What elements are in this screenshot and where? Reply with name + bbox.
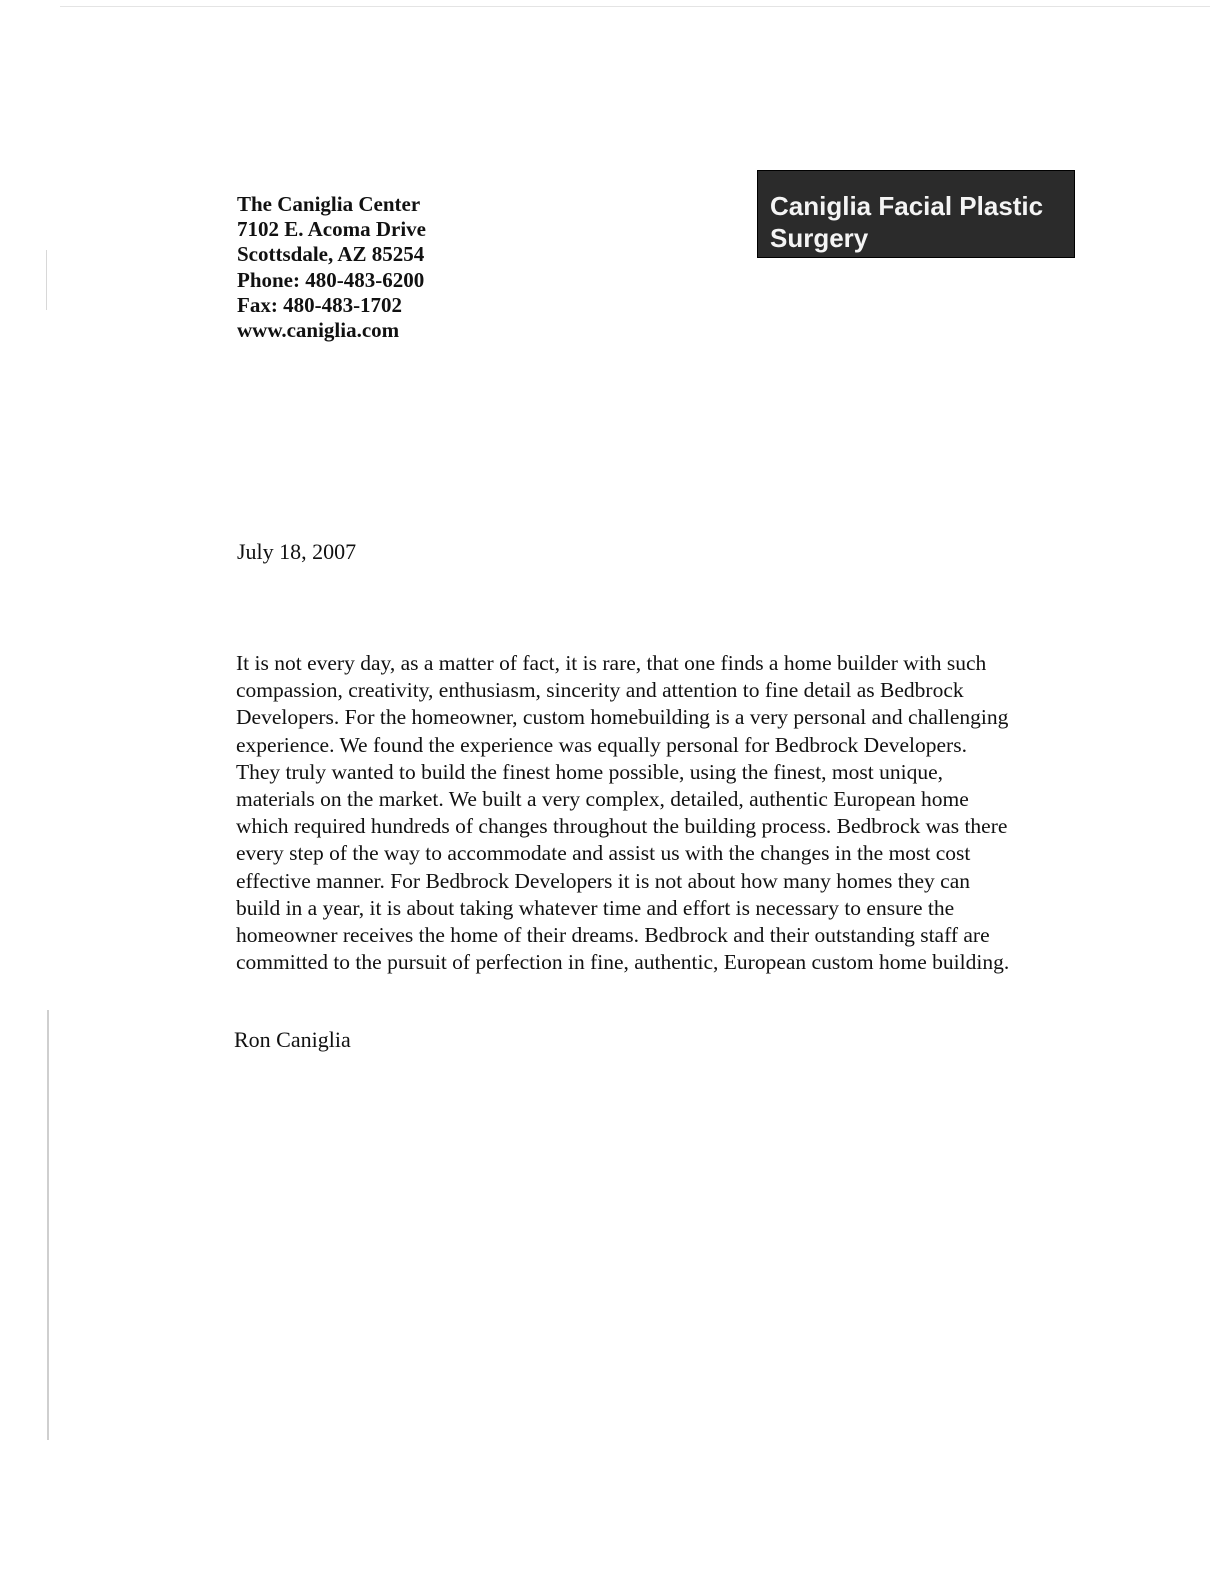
body-line: experience. We found the experience was equally personal for Bedbrock Developers. xyxy=(236,732,967,757)
scan-artifact-top xyxy=(60,6,1210,7)
sender-fax: Fax: 480-483-1702 xyxy=(237,292,403,317)
letterhead-logo xyxy=(757,170,1075,258)
signature-name: Ron Caniglia xyxy=(234,1027,351,1052)
body-line: compassion, creativity, enthusiasm, sincerity and attention to fine detail as Bedbrock xyxy=(236,678,964,703)
scan-artifact-left-lower xyxy=(47,1010,49,1440)
sender-website: www.caniglia.com xyxy=(237,318,400,343)
logo-line-2: Surgery xyxy=(770,223,869,253)
body-line: committed to the pursuit of perfection in fine, authentic, European custom home building. xyxy=(236,950,1010,975)
body-line: effective manner. For Bedbrock Developers it is not about how many homes they can xyxy=(236,868,970,893)
sender-phone: Phone: 480-483-6200 xyxy=(237,267,425,292)
body-line: which required hundreds of changes throughout the building process. Bedbrock was there xyxy=(236,814,1008,839)
body-line: They truly wanted to build the finest home possible, using the finest, most unique, xyxy=(236,759,944,784)
body-line: materials on the market. We built a very complex, detailed, authentic European home xyxy=(236,787,969,812)
body-line: every step of the way to accommodate and assist us with the changes in the most cost xyxy=(236,841,971,866)
sender-city-state-zip: Scottsdale, AZ 85254 xyxy=(237,242,425,267)
body-line: It is not every day, as a matter of fact, it is rare, that one finds a home builder with such xyxy=(236,651,987,675)
sender-name: The Caniglia Center xyxy=(237,192,421,216)
letter-date: July 18, 2007 xyxy=(237,539,357,564)
body-line: build in a year, it is about taking whatever time and effort is necessary to ensure the xyxy=(236,895,955,920)
letter-body xyxy=(236,650,1096,976)
logo-line-1: Caniglia Facial Plastic xyxy=(770,191,1044,221)
logo-text xyxy=(770,190,1070,254)
body-line: Developers. For the homeowner, custom homebuilding is a very personal and challenging xyxy=(236,705,1009,730)
scan-artifact-left xyxy=(46,250,47,310)
sender-address-block xyxy=(237,192,426,343)
body-line: homeowner receives the home of their dreams. Bedbrock and their outstanding staff are xyxy=(236,923,990,948)
sender-street: 7102 E. Acoma Drive xyxy=(237,217,426,242)
